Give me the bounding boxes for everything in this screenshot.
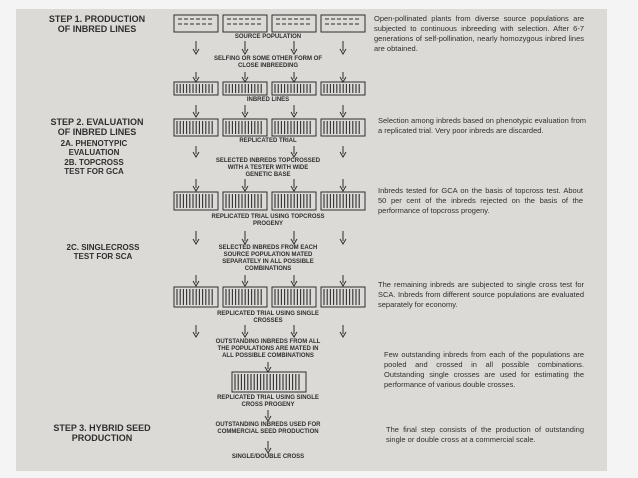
- single-plot-3: [272, 287, 316, 307]
- step3-line1: STEP 3. HYBRID SEED: [53, 423, 151, 433]
- selfing-line1: SELFING OR SOME OTHER FORM OF: [214, 56, 322, 62]
- outstanding-line3: ALL POSSIBLE COMBINATIONS: [222, 353, 314, 359]
- source-selection-label: [219, 245, 318, 273]
- step1-line1: STEP 1. PRODUCTION: [48, 14, 146, 24]
- commercial-seed-label: [216, 422, 321, 436]
- selected-line2: WITH A TESTER WITH WIDE: [227, 165, 309, 171]
- source-plot-3: [272, 15, 316, 32]
- outstanding-inbreds-label: [216, 339, 321, 360]
- final-trial-plot-frame: [232, 372, 306, 392]
- selected-inbreds-label: [216, 158, 320, 179]
- arrow-topcross-trial-2: [242, 179, 248, 191]
- arrow-outstanding-4: [340, 325, 346, 337]
- inbred-plot-3: [272, 82, 316, 95]
- replicated-trial-text: REPLICATED TRIAL: [239, 138, 297, 144]
- arrow-singlecross-2: [242, 231, 248, 244]
- arrow-selfing-3: [291, 41, 297, 54]
- single-plot-1: [174, 287, 218, 307]
- single-double-cross-label: [232, 454, 304, 461]
- step2a-line1: 2A. PHENOTYPIC: [60, 139, 128, 148]
- arrow-selfing-2: [242, 41, 248, 54]
- topcross-plot-1: [174, 192, 218, 210]
- description-step3-commercial: The final step consists of the production of outstanding single or double cross at a commercial scale.: [386, 425, 584, 444]
- step2-heading: [22, 117, 172, 137]
- step3-line2: PRODUCTION: [71, 433, 133, 443]
- step1-line2: OF INBRED LINES: [57, 24, 137, 34]
- single-trial-line2: CROSSES: [253, 318, 283, 324]
- outstanding-line1: OUTSTANDING INBREDS FROM ALL: [215, 339, 321, 345]
- arrow-outstanding-1: [193, 325, 199, 337]
- final-trial-plot: [232, 372, 306, 392]
- arrow-singlecross-3: [291, 231, 297, 244]
- description-step1: Open-pollinated plants from diverse source populations are subjected to continuous inbreeding with selection. After 6-7 generations of self-pollination, nearly homozygous inbred lines are obtained.: [374, 14, 584, 53]
- step2b-line1: 2B. TOPCROSS: [64, 158, 124, 167]
- source-plot-2: [223, 15, 267, 32]
- selfing-label: [214, 56, 322, 70]
- arrow-trial-4: [340, 105, 346, 117]
- source-sel-line3: SEPARATELY IN ALL POSSIBLE: [222, 259, 314, 265]
- single-cross-trial-label: [217, 311, 319, 325]
- source-population-text: SOURCE POPULATION: [234, 34, 302, 40]
- step2-line1: STEP 2. EVALUATION: [50, 117, 144, 127]
- description-step2c: The remaining inbreds are subjected to single cross test for SCA. Inbreds from different source populations are evaluated separately for economy.: [378, 280, 584, 309]
- inbred-plot-2: [223, 82, 267, 95]
- arrow-outstanding-2: [242, 325, 248, 337]
- step2b-heading: [34, 158, 154, 176]
- arrow-trial-1: [193, 105, 199, 117]
- selected-line3: GENETIC BASE: [245, 172, 291, 178]
- arrow-topcross-3: [340, 146, 346, 157]
- arrow-trial-3: [291, 105, 297, 117]
- arrow-single-trial-2: [242, 275, 248, 286]
- final-trial-line2: CROSS PROGENY: [241, 402, 295, 408]
- single-plot-2: [223, 287, 267, 307]
- selected-line1: SELECTED INBREDS TOPCROSSED: [215, 158, 321, 164]
- inbred-lines-text: INBRED LINES: [246, 97, 290, 103]
- source-sel-line2: SOURCE POPULATION MATED: [223, 252, 313, 258]
- replicated-trial-label: [239, 138, 296, 145]
- inbred-lines-label: [247, 97, 289, 104]
- arrow-trial-2: [242, 105, 248, 117]
- source-sel-line4: COMBINATIONS: [244, 266, 292, 272]
- arrow-single-trial-1: [193, 275, 199, 286]
- arrow-selfing-1: [193, 41, 199, 54]
- source-plot-4: [321, 15, 365, 32]
- arrow-single-trial-4: [340, 275, 346, 286]
- outstanding-line2: THE POPULATIONS ARE MATED IN: [217, 346, 319, 352]
- step2-line2: OF INBRED LINES: [57, 127, 137, 137]
- arrow-commercial: [265, 410, 271, 421]
- arrow-topcross-2: [291, 146, 297, 157]
- arrow-outstanding-3: [291, 325, 297, 337]
- trial-plot-1: [174, 119, 218, 136]
- arrow-inbred-4: [340, 72, 346, 82]
- step2a-heading: [34, 139, 154, 157]
- flowchart-sheet: [16, 9, 607, 471]
- trial-plot-4: [321, 119, 365, 136]
- commercial-line2: COMMERCIAL SEED PRODUCTION: [217, 429, 319, 435]
- topcross-trial-label: [211, 214, 324, 228]
- single-trial-line1: REPLICATED TRIAL USING SINGLE: [217, 311, 319, 317]
- arrow-inbred-3: [291, 72, 297, 82]
- arrow-topcross-trial-3: [291, 179, 297, 191]
- arrow-final-trial: [265, 362, 271, 372]
- arrow-singlecross-4: [340, 231, 346, 244]
- step1-heading: [22, 14, 172, 34]
- topcross-plot-3: [272, 192, 316, 210]
- arrow-single-double: [265, 441, 271, 453]
- final-trial-line1: REPLICATED TRIAL USING SINGLE: [217, 395, 319, 401]
- arrow-inbred-1: [193, 72, 199, 82]
- step2c-heading: [38, 243, 168, 261]
- source-plot-1: [174, 15, 218, 32]
- final-trial-label: [217, 395, 319, 409]
- trial-plot-2: [223, 119, 267, 136]
- trial-plot-3: [272, 119, 316, 136]
- topcross-line2: PROGENY: [252, 221, 284, 227]
- step2c-line2: TEST FOR SCA: [73, 252, 133, 261]
- arrow-singlecross-1: [193, 231, 199, 244]
- single-double-text: SINGLE/DOUBLE CROSS: [231, 454, 305, 460]
- arrow-topcross-trial-1: [193, 179, 199, 191]
- source-population-label: [235, 34, 301, 41]
- topcross-plot-4: [321, 192, 365, 210]
- source-sel-line1: SELECTED INBREDS FROM EACH: [218, 245, 318, 251]
- step2b-line2: TEST FOR GCA: [64, 167, 124, 176]
- arrow-selfing-4: [340, 41, 346, 54]
- inbred-plot-4: [321, 82, 365, 95]
- topcross-plot-2: [223, 192, 267, 210]
- arrow-single-trial-3: [291, 275, 297, 286]
- step2c-line1: 2C. SINGLECROSS: [66, 243, 140, 252]
- single-plot-4: [321, 287, 365, 307]
- topcross-line1: REPLICATED TRIAL USING TOPCROSS: [211, 214, 325, 220]
- arrow-inbred-2: [242, 72, 248, 82]
- step2a-line2: EVALUATION: [68, 148, 120, 157]
- arrow-topcross-trial-4: [340, 179, 346, 191]
- arrow-topcross-1: [193, 146, 199, 157]
- commercial-line1: OUTSTANDING INBREDS USED FOR: [215, 422, 321, 428]
- description-step3-pool: Few outstanding inbreds from each of the populations are pooled and crossed in all possible combinations. Outstanding single crosses are used for estimating the performance of various double crosses.: [384, 350, 584, 389]
- inbred-plot-1: [174, 82, 218, 95]
- selfing-line2: CLOSE INBREEDING: [237, 63, 298, 69]
- description-step2a: Selection among inbreds based on phenotypic evaluation from a replicated trial. Very poor inbreds are discarded.: [378, 116, 586, 135]
- step3-heading: [22, 423, 182, 443]
- description-step2b: Inbreds tested for GCA on the basis of topcross test. About 50 per cent of the inbreds rejected on the basis of the performance of topcross progeny.: [378, 186, 583, 215]
